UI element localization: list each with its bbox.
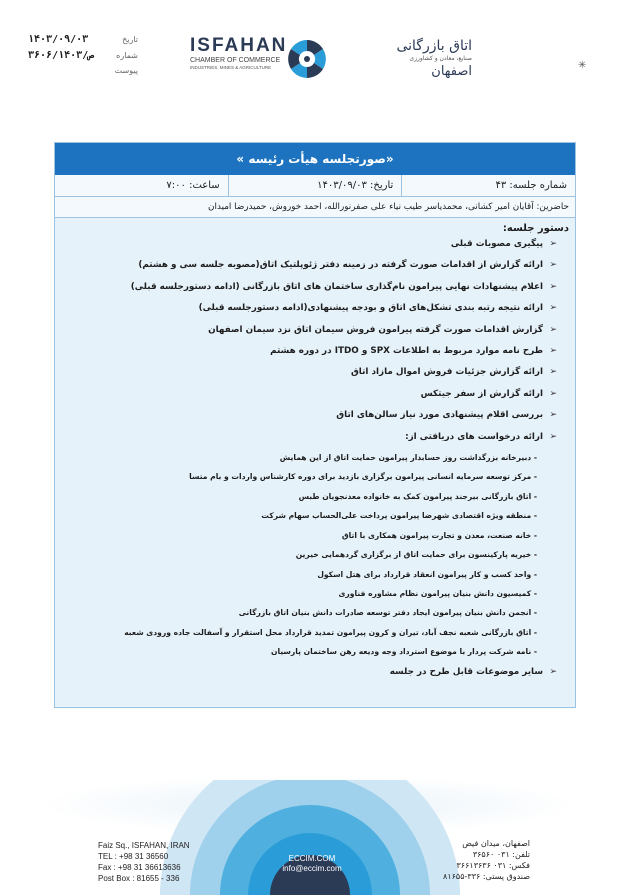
request-item: - دبیرخانه بزرگداشت روز حسابدار پیرامون حمایت اتاق از این همایش	[279, 453, 537, 463]
footer-fa-fax: فکس: ۰۳۱ ۳۶۶۱۳۶۳۶	[456, 861, 530, 870]
request-item: - کمیسیون دانش بنیان پیرامون نظام مشاوره فناوری	[338, 588, 537, 598]
agenda-item: ➢ ارائه نتیجه رتبه بندی تشکل‌های اتاق و بودجه پیشنهادی(ادامه دستورجلسه قبلی)	[55, 298, 557, 319]
arrow-bullet-icon: ➢	[549, 324, 557, 335]
arrow-bullet-icon: ➢	[549, 260, 557, 271]
session-time: ساعت: ۷:۰۰	[166, 180, 220, 191]
english-tagline: INDUSTRIES, MINES & AGRICULTURE	[190, 65, 272, 70]
request-item: - منطقه ویژه اقتصادی شهرضا پیرامون پرداخت علی‌الحساب سهام شرکت	[261, 511, 537, 521]
english-subtitle: CHAMBER OF COMMERCE	[190, 57, 281, 64]
footer-fa-pobox: صندوق پستی: ۳۳۶-۸۱۶۵۵	[443, 872, 530, 881]
letterhead	[190, 36, 470, 86]
requests-list	[55, 448, 575, 661]
date-label: تاریخ	[122, 35, 138, 44]
arrow-bullet-icon: ➢	[549, 666, 557, 677]
attachment-row	[28, 66, 138, 82]
arrow-bullet-icon: ➢	[549, 303, 557, 314]
footer-en-tel: TEL : +98 31 36560	[98, 852, 169, 861]
request-item: - واحد کسب و کار پیرامون انعقاد قرارداد برای هتل اسکول	[317, 569, 537, 579]
session-date: تاریخ: ۱۴۰۳/۰۹/۰۳	[228, 175, 402, 196]
session-info-row	[55, 175, 575, 197]
date-value: ۱۴۰۳/۰۹/۰۳	[28, 34, 89, 45]
agenda-item: ➢ طرح نامه موارد مربوط به اطلاعات SPX و ITDO در دوره هشتم	[55, 341, 557, 362]
agenda-heading: دستور جلسه:	[502, 223, 569, 234]
date-row	[28, 34, 138, 50]
footer-english-contact	[98, 840, 190, 884]
agenda-list	[55, 234, 575, 448]
arrow-bullet-icon: ➢	[549, 281, 557, 292]
persian-title: اتاق بازرگانی	[396, 38, 472, 54]
agenda-item: ➢ بررسی اقلام پیشنهادی مورد نیاز سالن‌های اتاق	[55, 405, 557, 426]
agenda-item: ➢ ارائه گزارش از اقدامات صورت گرفته در زمینه دفتر ژئوپلتیک اتاق(مصوبه جلسه سی و هشتم)	[55, 255, 557, 276]
attachment-label: پیوست	[114, 66, 138, 75]
agenda-item: ➢ اعلام پیشنهادات نهایی پیرامون نام‌گذاری ساختمان های اتاق بازرگانی (ادامه دستورجلسه قبلی)	[55, 277, 557, 298]
number-row	[28, 50, 138, 66]
persian-name	[332, 38, 472, 80]
english-title: ISFAHAN	[190, 35, 288, 56]
request-item: - انجمن دانش بنیان پیرامون ایجاد دفتر توسعه صادرات دانش بنیان اتاق بازرگانی	[238, 608, 537, 618]
chamber-logo-icon	[286, 38, 328, 80]
persian-subtitle: صنایع، معادن و کشاورزی	[409, 55, 472, 62]
footer-web	[262, 854, 362, 874]
arrow-bullet-icon: ➢	[549, 346, 557, 357]
arrow-bullet-icon: ➢	[549, 388, 557, 399]
agenda-item: ➢ گزارش اقدامات صورت گرفته پیرامون فروش سیمان اتاق نزد سیمان اصفهان	[55, 320, 557, 341]
attendees: حاضرین: آقایان امیر کشانی، محمدیاسر طیب نیاء علی صفرنورالله، احمد خوروش، حمیدرضا امیدان	[55, 197, 575, 218]
number-label: شماره	[116, 51, 138, 60]
arrow-bullet-icon: ➢	[549, 239, 557, 249]
footer-en-pobox: Post Box : 81655 - 336	[98, 874, 180, 883]
arrow-bullet-icon: ➢	[549, 410, 557, 421]
request-item: - اتاق بازرگانی شعبه نجف آباد، تیران و کرون پیرامون تمدید قرارداد محل استقرار و آسفالت جاده ورودی شعبه	[124, 627, 537, 637]
corner-mark: ✳	[578, 60, 587, 71]
minutes-title: «صورتجلسه هیأت رئیسه »	[55, 143, 575, 175]
request-item: - خانه صنعت، معدن و تجارت پیرامون همکاری با اتاق	[341, 530, 537, 540]
footer-en-address: Faiz Sq., ISFAHAN, IRAN	[98, 841, 190, 850]
session-number: شماره جلسه: ۴۳	[401, 175, 575, 196]
agenda-item: ➢ پیگیری مصوبات قبلی	[55, 234, 557, 255]
number-value: ۳۶۰۶/ص/۱۴۰۳	[28, 50, 95, 61]
closing-list	[55, 662, 575, 683]
footer-email[interactable]: info@eccim.com	[282, 864, 342, 873]
minutes-panel	[54, 142, 576, 708]
arrow-bullet-icon: ➢	[549, 431, 557, 442]
agenda-item: ➢ ارائه گزارش جزئیات فروش اموال مازاد اتاق	[55, 362, 557, 383]
arrow-bullet-icon: ➢	[549, 367, 557, 378]
footer-fa-tel: تلفن: ۰۳۱ ۳۶۵۶۰	[472, 850, 530, 859]
request-item: - مرکز توسعه سرمایه انسانی پیرامون برگزاری بازدید برای دوره کارشناس واردات و بام متسا	[189, 472, 537, 482]
footer-site[interactable]: ECCIM.COM	[288, 854, 336, 863]
request-item: - خیریه پارکینسون برای حمایت اتاق از برگزاری گردهمایی خیرین	[295, 550, 537, 560]
agenda-item: ➢ ارائه درخواست های دریافتی از:	[55, 427, 557, 448]
footer-fa-address: اصفهان، میدان فیض	[462, 839, 530, 848]
request-item: - نامه شرکت پردار با موضوع استرداد وجه ودیعه رهن ساختمان پارسیان	[271, 647, 537, 657]
request-item: - اتاق بازرگانی بیرجند پیرامون کمک به خانواده معدنجویان طبس	[298, 491, 537, 501]
agenda-item: ➢ ارائه گزارش از سفر جیتکس	[55, 384, 557, 405]
footer-en-fax: Fax : +98 31 36613636	[98, 863, 181, 872]
agenda-item: ➢ سایر موضوعات قابل طرح در جلسه	[55, 662, 557, 683]
footer-persian-contact	[420, 838, 530, 882]
english-name	[190, 35, 288, 71]
persian-city: اصفهان	[431, 64, 472, 79]
document-reference	[28, 34, 138, 82]
